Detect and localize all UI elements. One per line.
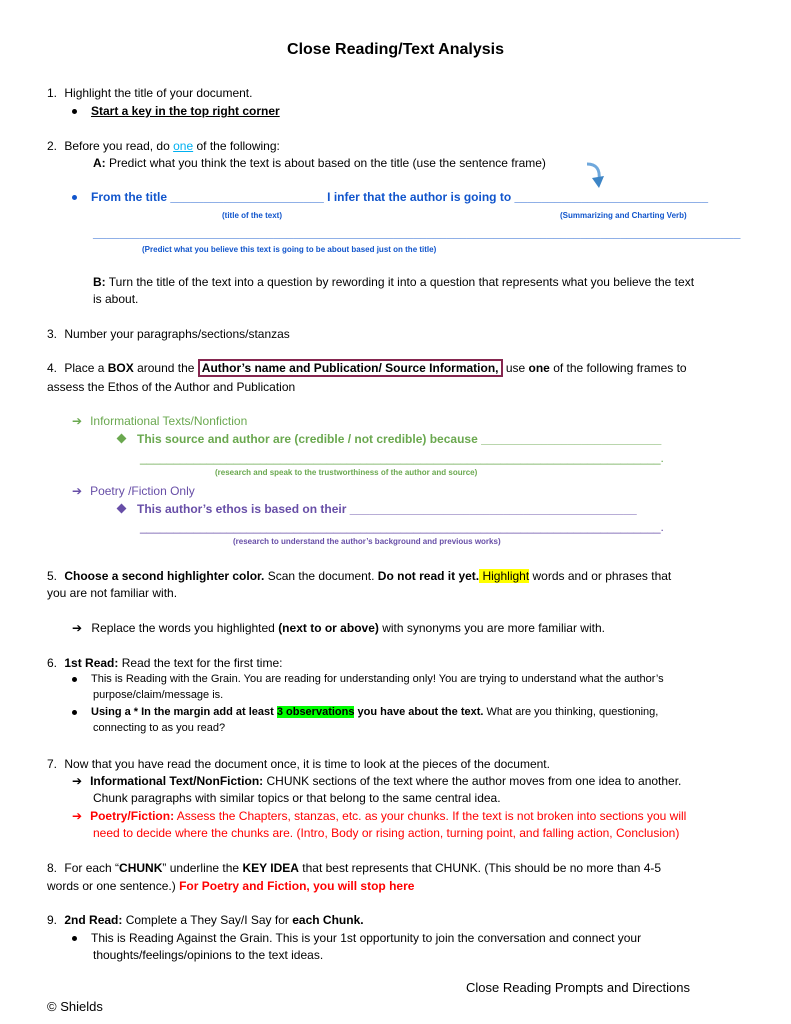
step-7-arrow-2-line2: need to decide where the chunks are. (Intro, Body or rising action, turning point, and falling action, Conclusion) xyxy=(93,826,680,840)
step-3 xyxy=(47,327,290,341)
step-5-arrow xyxy=(72,621,605,635)
step-9-bold: 2nd Read: xyxy=(64,913,123,927)
step-5-text1: Scan the document. xyxy=(264,569,378,583)
step-9 xyxy=(47,913,364,927)
info-frame-line2: ______________________________________________________________________________. xyxy=(140,451,664,465)
step-4-post1: use xyxy=(502,361,529,375)
chunk-word: CHUNK xyxy=(119,861,163,875)
step-3-text: Number your paragraphs/sections/stanzas xyxy=(64,327,290,341)
arrow-2-text: Assess the Chapters, stanzas, etc. as your chunks. If the text is not broken into sections you will xyxy=(174,809,687,823)
one-word: one xyxy=(528,361,550,375)
step-6-bullet-1-line2: purpose/claim/message is. xyxy=(93,689,224,701)
bullet-2-text: What are you thinking, questioning, xyxy=(483,706,659,718)
arrow-right-icon: ➔ xyxy=(72,774,83,788)
option-b-line2: is about. xyxy=(93,292,139,306)
bullet-1-line1: This is Reading with the Grain. You are reading for understanding only! You are trying to understand what the author’s xyxy=(91,673,664,685)
arrow-post: with synonyms you are more familiar with. xyxy=(378,621,605,635)
step-9-bullet-line2: thoughts/feelings/opinions to the text ideas. xyxy=(93,948,324,962)
key-idea-word: KEY IDEA xyxy=(242,861,299,875)
curved-arrow-icon xyxy=(585,160,607,192)
bullet-icon xyxy=(72,195,77,200)
step-4-line2: assess the Ethos of the Author and Publication xyxy=(47,380,296,394)
step-9-text: Complete a They Say/I Say for xyxy=(122,913,293,927)
step-7-arrow-1-line2: Chunk paragraphs with similar topics or that belong to the same central idea. xyxy=(93,791,501,805)
step-7-arrow-2 xyxy=(72,809,686,823)
bullet-icon xyxy=(72,936,77,941)
step-5-line2: you are not familiar with. xyxy=(47,586,178,600)
footer-title: Close Reading Prompts and Directions xyxy=(466,980,690,995)
step-6-bullet-1 xyxy=(72,673,664,685)
arrow-right-icon: ➔ xyxy=(72,621,83,635)
step-7-arrow-1 xyxy=(72,774,681,788)
frame-text: From the title _______________________ I infer that the author is going to _____________________________ xyxy=(91,190,709,204)
poetry-note: (research to understand the author’s background and previous works) xyxy=(233,537,501,546)
frame-line-2: _________________________________________________________________________________________________ xyxy=(93,226,741,240)
option-b xyxy=(93,275,694,289)
option-a xyxy=(93,156,546,170)
bullet-icon xyxy=(72,109,77,114)
step-6-bullet-2-line2: connecting to as you read? xyxy=(93,722,226,734)
poetry-frame xyxy=(118,502,637,516)
step-8-mid: ” underline the xyxy=(162,861,243,875)
option-b-label: B: xyxy=(93,275,106,289)
step-4-pre: Place a xyxy=(64,361,108,375)
step-number: 1. xyxy=(47,86,58,100)
step-6 xyxy=(47,656,282,670)
step-4 xyxy=(47,361,687,375)
arrow-1-bold: Informational Text/NonFiction: xyxy=(90,774,264,788)
step-6-text: Read the text for the first time: xyxy=(118,656,283,670)
note-title: (title of the text) xyxy=(222,211,282,220)
note-predict: (Predict what you believe this text is going to be about based just on the title) xyxy=(142,245,437,254)
step-number: 4. xyxy=(47,361,58,375)
arrow-right-icon: ➔ xyxy=(72,809,83,823)
box-word: BOX xyxy=(107,361,134,375)
step-4-post2: of the following frames to xyxy=(549,361,687,375)
poetry-heading xyxy=(72,484,195,498)
sentence-frame-1 xyxy=(72,190,708,204)
observations-highlight: 3 observations xyxy=(276,706,355,718)
one-link[interactable]: one xyxy=(173,139,194,153)
boxed-author-info: Author’s name and Publication/ Source Information, xyxy=(198,359,503,377)
poetry-frame-line2: ______________________________________________________________________________. xyxy=(140,520,664,534)
step-5-text2: words and or phrases that xyxy=(529,569,672,583)
info-note: (research and speak to the trustworthiness of the author and source) xyxy=(215,468,478,477)
info-heading-text: Informational Texts/Nonfiction xyxy=(90,414,248,428)
step-number: 3. xyxy=(47,327,58,341)
step-2-post: of the following: xyxy=(193,139,280,153)
step-1-bullet xyxy=(72,104,280,118)
poetry-heading-text: Poetry /Fiction Only xyxy=(90,484,195,498)
step-8-line2 xyxy=(47,879,414,893)
step-8-post: that best represents that CHUNK. (This should be no more than 4-5 xyxy=(298,861,662,875)
step-number: 9. xyxy=(47,913,58,927)
step-9-bullet-line1: This is Reading Against the Grain. This is your 1st opportunity to join the conversation and connect your xyxy=(91,931,642,945)
step-8-pre: For each “ xyxy=(64,861,120,875)
info-frame xyxy=(118,432,661,446)
step-6-bold: 1st Read: xyxy=(64,656,119,670)
page-title: Close Reading/Text Analysis xyxy=(287,41,504,58)
arrow-2-bold: Poetry/Fiction: xyxy=(90,809,175,823)
option-b-text: Turn the title of the text into a question by rewording it into a question that represents what you believe the text xyxy=(105,275,695,289)
step-2 xyxy=(47,139,280,153)
step-8 xyxy=(47,861,661,875)
step-5-bold1: Choose a second highlighter color. xyxy=(64,569,265,583)
step-9-bold2: each Chunk. xyxy=(292,913,364,927)
step-number: 6. xyxy=(47,656,58,670)
step-4-mid: around the xyxy=(133,361,198,375)
poetry-frame-text: This author’s ethos is based on their ___________________________________________ xyxy=(137,502,637,516)
step-number: 5. xyxy=(47,569,58,583)
arrow-pre: Replace the words you highlighted xyxy=(88,621,279,635)
diamond-icon xyxy=(117,504,127,514)
step-7 xyxy=(47,757,550,771)
option-a-label: A: xyxy=(93,156,106,170)
bullet-2-bold: Using a * In the margin add at least xyxy=(91,706,277,718)
step-9-bullet xyxy=(72,931,641,945)
option-a-text: Predict what you think the text is about based on the title (use the sentence frame) xyxy=(105,156,546,170)
note-verb: (Summarizing and Charting Verb) xyxy=(560,211,687,220)
step-1-text: Highlight the title of your document. xyxy=(64,86,253,100)
arrow-1-text: CHUNK sections of the text where the author moves from one idea to another. xyxy=(263,774,682,788)
info-frame-text: This source and author are (credible / not credible) because ___________________________ xyxy=(137,432,662,446)
bullet-icon xyxy=(72,710,77,715)
arrow-bold: (next to or above) xyxy=(278,621,379,635)
bullet-text: Start a key in the top right corner xyxy=(91,104,280,118)
poetry-stop-note: For Poetry and Fiction, you will stop here xyxy=(179,879,415,893)
step-5 xyxy=(47,569,671,583)
step-1 xyxy=(47,86,252,100)
step-2-pre: Before you read, do xyxy=(64,139,174,153)
highlight-word: Highlight xyxy=(479,569,530,583)
arrow-right-icon: ➔ xyxy=(72,414,83,428)
arrow-right-icon: ➔ xyxy=(72,484,83,498)
step-5-bold2: Do not read it yet. xyxy=(377,569,480,583)
bullet-icon xyxy=(72,677,77,682)
step-number: 7. xyxy=(47,757,58,771)
step-number: 8. xyxy=(47,861,58,875)
bullet-2-bold2: you have about the text. xyxy=(354,706,484,718)
footer-copyright: © Shields xyxy=(47,999,103,1014)
step-6-bullet-2 xyxy=(72,706,658,718)
step-number: 2. xyxy=(47,139,58,153)
step-8-l2-text: words or one sentence.) xyxy=(47,879,180,893)
info-heading xyxy=(72,414,247,428)
diamond-icon xyxy=(117,434,127,444)
step-7-text: Now that you have read the document once, it is time to look at the pieces of the document. xyxy=(64,757,550,771)
